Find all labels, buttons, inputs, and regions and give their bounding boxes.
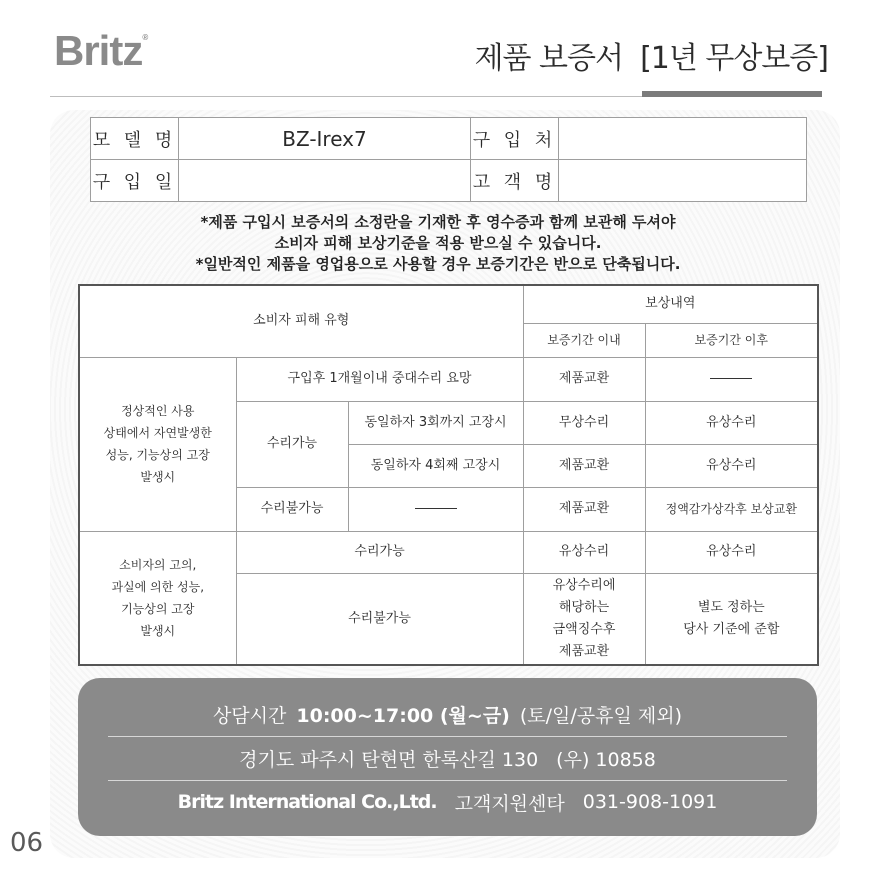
note-line: *일반적인 제품을 영업용으로 사용할 경우 보증기간은 반으로 단축됩니다. xyxy=(195,255,681,273)
purchase-place-value xyxy=(559,118,807,160)
page-title: 제품 보증서 [1년 무상보증] xyxy=(474,41,828,76)
phone-number: 031-908-1091 xyxy=(582,791,718,813)
brand-logo: Britz® xyxy=(54,27,148,74)
purchase-place-label: 구 입 처 xyxy=(471,118,559,160)
row-defect-3-after: 유상수리 xyxy=(645,401,818,444)
unrepairable-within: 제품교환 xyxy=(523,487,645,531)
after-period-header: 보증기간 이후 xyxy=(645,323,818,357)
page-number: 06 xyxy=(10,828,44,858)
customer-value xyxy=(559,160,807,202)
note-line: 소비자 피해 보상기준을 적용 받으실 수 있습니다. xyxy=(274,234,602,252)
unrepairable-after: 정액감가상각후 보상교환 xyxy=(645,487,818,531)
unrepairable-label: 수리불가능 xyxy=(236,487,348,531)
product-info-table xyxy=(90,117,807,202)
repairable-label: 수리가능 xyxy=(236,401,348,487)
fault-repairable: 수리가능 xyxy=(236,531,523,573)
fault-unrepairable: 수리불가능 xyxy=(236,573,523,665)
title-accent-bar xyxy=(642,91,822,97)
damage-type-header: 소비자 피해 유형 xyxy=(79,285,523,357)
address: 경기도 파주시 탄현면 한록산길 130 (우) 10858 xyxy=(239,748,656,771)
row-major-repair-after xyxy=(645,357,818,401)
consumer-fault-group: 소비자의 고의, 과실에 의한 성능, 기능상의 고장 발생시 xyxy=(79,531,236,665)
customer-label: 고 객 명 xyxy=(471,160,559,202)
company-contact: Britz International Co.,Ltd. 고객지원센타 031-908-1091 xyxy=(177,791,718,815)
within-period-header: 보증기간 이내 xyxy=(523,323,645,357)
row-defect-3-within: 무상수리 xyxy=(523,401,645,444)
model-value: BZ-Irex7 xyxy=(179,118,471,160)
fault-repairable-after: 유상수리 xyxy=(645,531,818,573)
note-line: *제품 구입시 보증서의 소정란을 기재한 후 영수증과 함께 보관해 두셔야 xyxy=(200,213,676,231)
service-hours: 상담시간 10:00~17:00 (월~금) (토/일/공휴일 제외) xyxy=(212,704,683,727)
fault-repairable-within: 유상수리 xyxy=(523,531,645,573)
warranty-notes xyxy=(0,212,876,275)
compensation-table xyxy=(78,284,819,666)
row-defect-4-after: 유상수리 xyxy=(645,444,818,487)
row-defect-4: 동일하자 4회째 고장시 xyxy=(348,444,523,487)
purchase-date-label: 구 입 일 xyxy=(91,160,179,202)
normal-use-group: 정상적인 사용 상태에서 자연발생한 성능, 기능상의 고장 발생시 xyxy=(79,357,236,531)
fault-unrepairable-within: 유상수리에 해당하는 금액징수후 제품교환 xyxy=(523,573,645,665)
customer-service-box xyxy=(78,678,817,836)
row-major-repair-within: 제품교환 xyxy=(523,357,645,401)
unrepairable-detail xyxy=(348,487,523,531)
row-defect-4-within: 제품교환 xyxy=(523,444,645,487)
purchase-date-value xyxy=(179,160,471,202)
fault-unrepairable-after: 별도 정하는 당사 기준에 준함 xyxy=(645,573,818,665)
model-label: 모 델 명 xyxy=(91,118,179,160)
row-defect-3: 동일하자 3회까지 고장시 xyxy=(348,401,523,444)
row-major-repair: 구입후 1개월이내 중대수리 요망 xyxy=(236,357,523,401)
compensation-header: 보상내역 xyxy=(523,285,818,323)
warranty-period: [1년 무상보증] xyxy=(640,41,828,76)
